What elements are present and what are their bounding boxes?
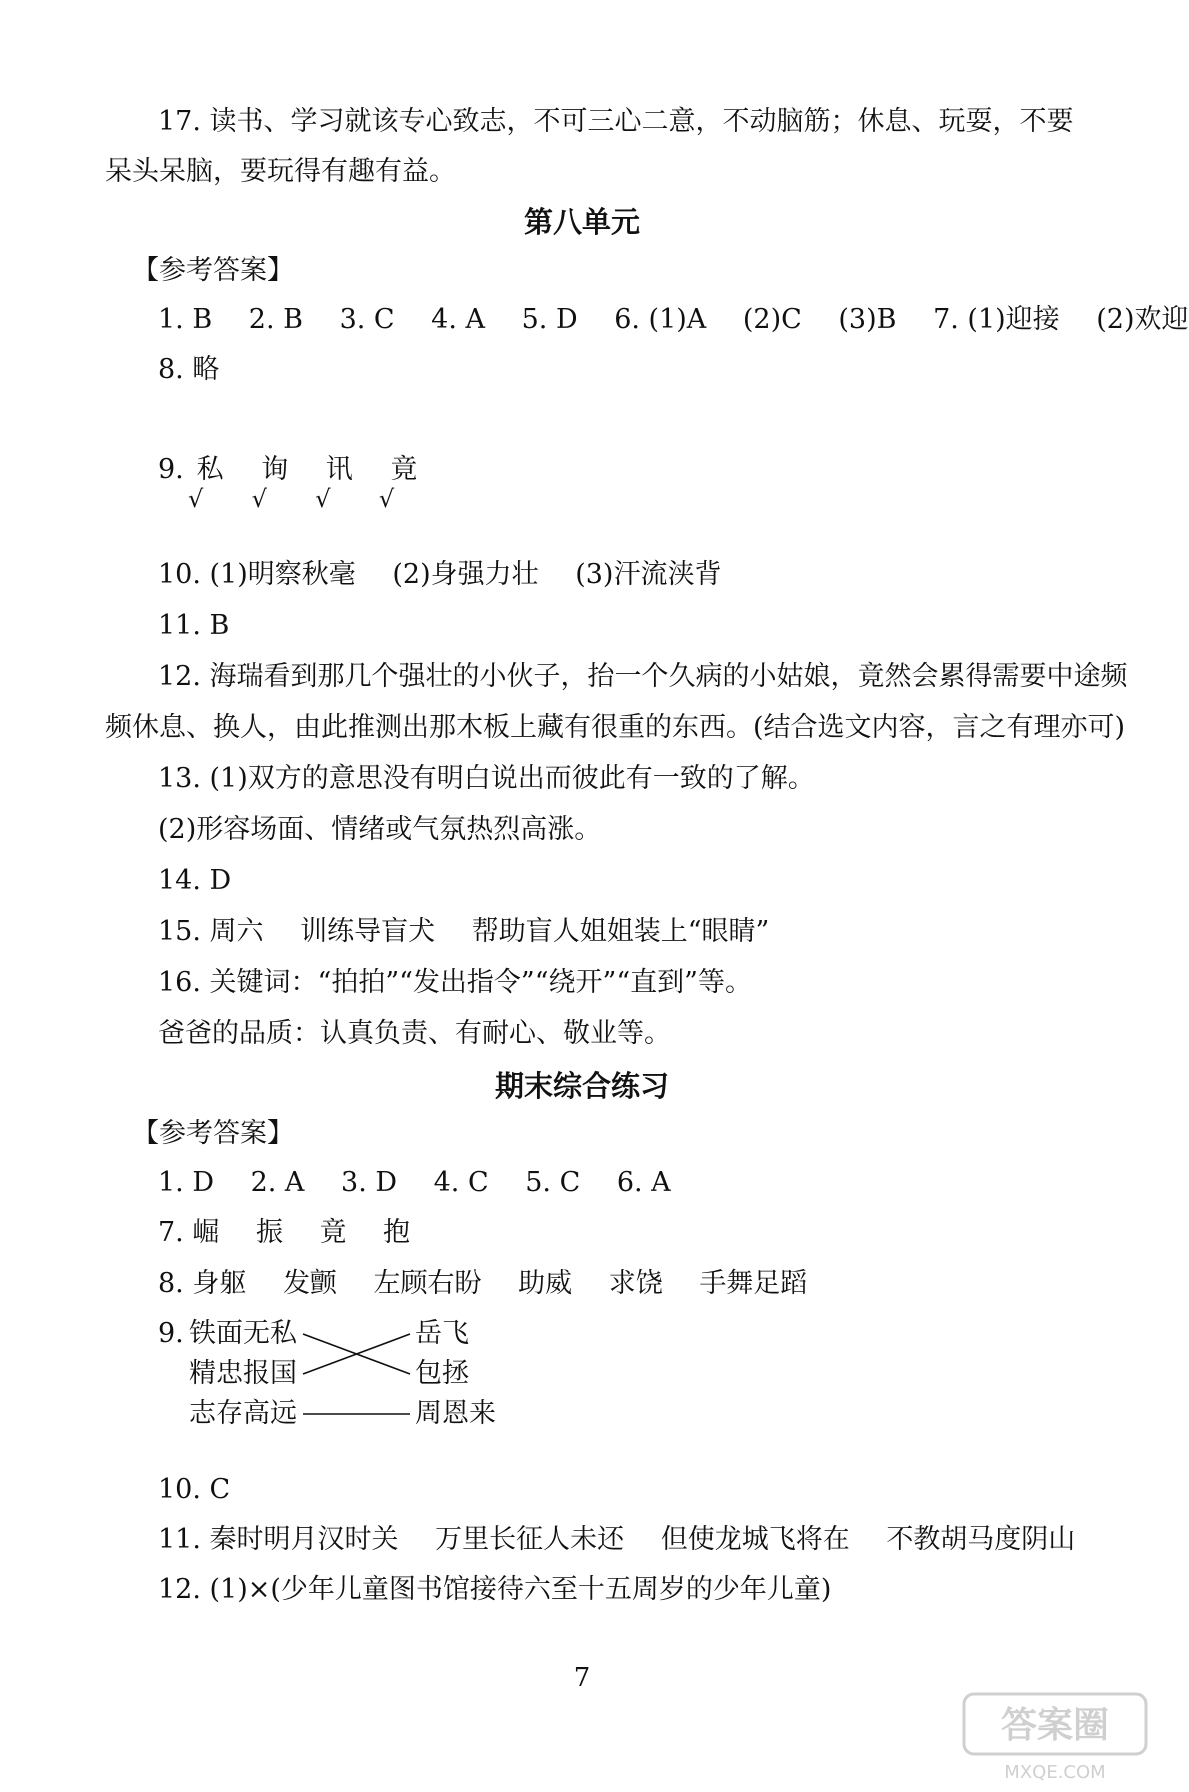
final-q8-d: 助威 bbox=[518, 1268, 573, 1299]
unit8-mc-7a: 7. (1)迎接 bbox=[933, 304, 1060, 335]
final-q7-c: 竟 bbox=[319, 1217, 347, 1248]
page-number: 7 bbox=[573, 1663, 591, 1693]
unit8-q15-a: 15. 周六 bbox=[158, 916, 264, 947]
final-q9-right-3: 周恩来 bbox=[415, 1398, 496, 1429]
final-mc-5: 5. C bbox=[525, 1167, 581, 1198]
unit8-q13-line1: 13. (1)双方的意思没有明白说出而彼此有一致的了解。 bbox=[158, 763, 815, 794]
final-answer-label: 【参考答案】 bbox=[132, 1118, 294, 1149]
final-q7-a: 7. 崛 bbox=[158, 1217, 220, 1248]
unit8-q16-line1: 16. 关键词：“拍拍”“发出指令”“绕开”“直到”等。 bbox=[158, 967, 752, 998]
unit8-mc-3: 3. C bbox=[339, 304, 395, 335]
final-q8-b: 发颤 bbox=[282, 1268, 337, 1299]
unit8-answer-label: 【参考答案】 bbox=[132, 255, 294, 286]
check-mark-icon: √ bbox=[188, 485, 204, 513]
final-mc-4: 4. C bbox=[433, 1167, 489, 1198]
final-mc-6: 6. A bbox=[616, 1167, 671, 1198]
check-mark-icon: √ bbox=[251, 485, 267, 513]
unit8-q9-char-4: 竟 bbox=[390, 454, 418, 485]
unit8-q13-line2: (2)形容场面、情绪或气氛热烈高涨。 bbox=[158, 814, 602, 845]
unit8-q9-char-1: 私 bbox=[196, 454, 224, 485]
final-q11-d: 不教胡马度阴山 bbox=[886, 1524, 1076, 1555]
final-q11 bbox=[158, 1523, 1075, 1557]
final-q12: 12. (1)×(少年儿童图书馆接待六至十五周岁的少年儿童) bbox=[158, 1574, 832, 1605]
q17-line1: 17. 读书、学习就该专心致志，不可三心二意，不动脑筋；休息、玩耍，不要 bbox=[158, 106, 1074, 137]
final-q8-c: 左顾右盼 bbox=[373, 1268, 482, 1299]
unit8-mc-4: 4. A bbox=[431, 304, 486, 335]
unit8-mc-1: 1. B bbox=[158, 304, 213, 335]
unit8-mc-7b: (2)欢迎 bbox=[1096, 304, 1189, 335]
final-mc-2: 2. A bbox=[250, 1167, 305, 1198]
check-mark-icon: √ bbox=[315, 485, 331, 513]
final-q11-c: 但使龙城飞将在 bbox=[660, 1524, 850, 1555]
final-q11-b: 万里长征人未还 bbox=[435, 1524, 625, 1555]
unit8-q12-line2: 频休息、换人，由此推测出那木板上藏有很重的东西。(结合选文内容，言之有理亦可) bbox=[105, 712, 1126, 743]
unit8-mc-6c: (3)B bbox=[838, 304, 897, 335]
unit8-q14: 14. D bbox=[158, 865, 232, 896]
final-q8-e: 求饶 bbox=[608, 1268, 663, 1299]
unit8-q9-char-3: 讯 bbox=[325, 454, 353, 485]
final-q7-b: 振 bbox=[255, 1217, 283, 1248]
final-mc-1: 1. D bbox=[158, 1167, 214, 1198]
unit8-mc-2: 2. B bbox=[248, 304, 303, 335]
unit8-q10-c: (3)汗流浃背 bbox=[575, 559, 722, 590]
final-q9-left-2: 精忠报国 bbox=[189, 1358, 297, 1389]
unit8-q16-line2: 爸爸的品质：认真负责、有耐心、敬业等。 bbox=[158, 1018, 671, 1049]
unit8-q8: 8. 略 bbox=[158, 354, 220, 385]
unit8-q15-b: 训练导盲犬 bbox=[300, 916, 436, 947]
final-q9-left-3: 志存高远 bbox=[189, 1398, 297, 1429]
final-q11-a: 11. 秦时明月汉时关 bbox=[158, 1524, 399, 1555]
final-q8-a: 8. 身躯 bbox=[158, 1268, 247, 1299]
final-mc-3: 3. D bbox=[341, 1167, 398, 1198]
q17-line2: 呆头呆脑，要玩得有趣有益。 bbox=[105, 156, 456, 187]
unit8-mc-5: 5. D bbox=[521, 304, 578, 335]
unit8-mc-6b: (2)C bbox=[742, 304, 802, 335]
check-mark-icon: √ bbox=[378, 485, 395, 513]
unit8-q11: 11. B bbox=[158, 610, 230, 641]
final-q9-left-1: 铁面无私 bbox=[189, 1318, 297, 1349]
final-title: 期末综合练习 bbox=[494, 1069, 669, 1103]
unit8-q15-c: 帮助盲人姐姐装上“眼睛” bbox=[471, 916, 770, 947]
final-q9-label: 9. bbox=[158, 1318, 184, 1349]
unit8-q10-b: (2)身强力壮 bbox=[392, 559, 539, 590]
final-q9-right-2: 包拯 bbox=[415, 1358, 469, 1389]
watermark-logo-icon bbox=[960, 1690, 1150, 1786]
unit8-q9-label: 9. bbox=[158, 454, 184, 485]
unit8-q10-a: 10. (1)明察秋毫 bbox=[158, 559, 356, 590]
unit8-title: 第八单元 bbox=[523, 205, 640, 239]
unit8-q9-char-2: 询 bbox=[261, 454, 289, 485]
watermark-url: MXQE.COM bbox=[1004, 1762, 1106, 1783]
final-q10: 10. C bbox=[158, 1474, 231, 1505]
final-q8-f: 手舞足蹈 bbox=[699, 1268, 808, 1299]
final-q9-right-1: 岳飞 bbox=[415, 1318, 469, 1349]
unit8-mc-6a: 6. (1)A bbox=[614, 304, 707, 335]
unit8-q12-line1: 12. 海瑞看到那几个强壮的小伙子，抬一个久病的小姑娘，竟然会累得需要中途频 bbox=[158, 661, 1128, 692]
final-q7-d: 抱 bbox=[383, 1217, 411, 1248]
watermark-logo-text: 答案圈 bbox=[1000, 1705, 1110, 1746]
